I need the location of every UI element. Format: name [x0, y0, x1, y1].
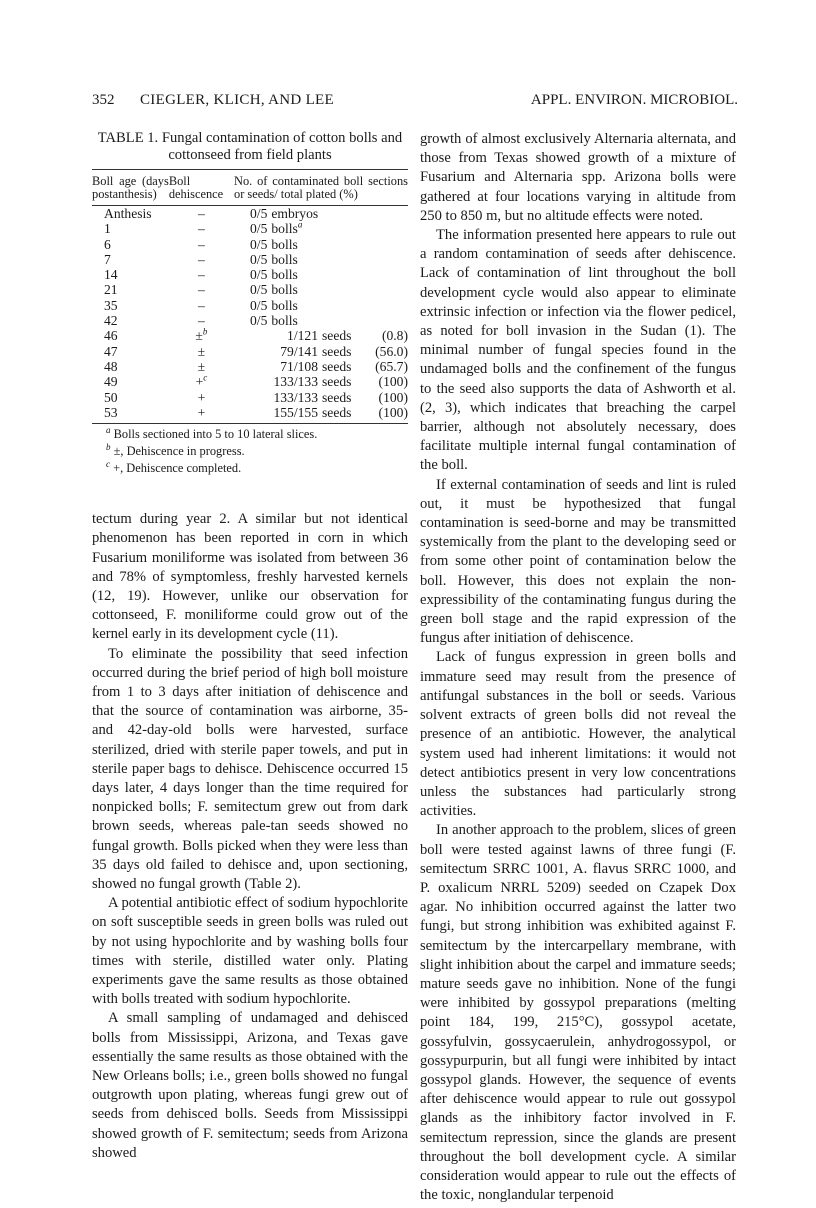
paragraph: If external contamination of seeds and lint is ruled out, it must be hypothesized that fungal contamination is seed-borne and may be transmitted systemically from the plant to the developing seed or from some other point of contamination below the boll. However, this does not explain the non-expressibility of the contaminating fungus during the green boll stage and the rapid expression of the fungus after initiation of dehiscence. [420, 476, 736, 647]
table-row [92, 221, 408, 236]
table-row [92, 344, 408, 359]
cell-contamination: 0/5 bolls [250, 297, 298, 313]
footnote-mark: c [203, 372, 208, 383]
cell-boll-age: 48 [104, 358, 118, 374]
cell-contamination: 71/108 seeds (65.7) [280, 358, 408, 374]
running-header [92, 92, 738, 114]
paragraph: The information presented here appears to rule out a random contamination of seeds after dehiscence. Lack of contamination of lint throughout the boll development cycle would also appear to eliminate extrinsic infection or infection via the flower pedicel, as noted for boll invasion in the Sudan (1). The minimal number of fungal species found in the undamaged bolls and the confinement of the fungus to the seed also supports the data of Ashworth et al. (2, 3), which indicates that breaching the carpel barrier, although not absolutely necessary, does facilitate multiple internal fungal contamination of the boll. [420, 227, 736, 474]
paragraph: To eliminate the possibility that seed infection occurred during the brief period of high boll moisture from 1 to 3 days after initiation of dehiscence and that the source of contamination was airborne, 35- and 42-day-old bolls were harvested, surface sterilized, dried with sterile paper towels, and put in sterile paper bags to dehisce. Dehiscence occurred 15 days later, 4 days longer than the time required for nonpicked bolls; F. semitectum grew out from dark brown seeds, whereas pale-tan seeds showed no fungal growth. Bolls picked when they were less than 35 days old failed to dehisce and, upon sectioning, showed no fungal growth (Table 2). [92, 645, 408, 893]
table-row [92, 313, 408, 328]
table-row [92, 206, 408, 222]
col-header-dehiscence: Boll dehiscence [169, 170, 234, 206]
table-row [92, 237, 408, 252]
cell-dehiscence: – [198, 297, 205, 313]
cell-boll-age: 14 [104, 267, 118, 283]
paragraph: In another approach to the problem, slices of green boll were tested against lawns of three fungi (F. semitectum SRRC 1001, A. flavus SRRC 1000, and P. oxalicum NRRL 5209) seeded on Czapek Dox agar. No inhibition occurred against the latter two fungi, but strong inhibition was exhibited against F. semitectum by the intercarpellary membrane, with slight inhibition about the carpel and immature seeds; mature seeds gave no inhibition. None of the fungi were inhibited by gossypol preparations (melting point 184, 199, 215°C), gossypol acetate, gossyfulvin, gossycaerulein, anhydrogossypol, or gossypurpurin, but all fungi were inhibited by intact gossypol glands. However, the sequence of events after dehiscence would appear to rule out gossypol glands as the inhibitory factor involved in F. semitectum repression, since the glands are present throughout the boll development cycle. A similar consideration would appear to rule out the effects of the toxic, nonglandular terpenoid [420, 822, 736, 1204]
paragraph: Lack of fungus expression in green bolls and immature seed may result from the presence of antifungal substances in the boll or seeds. Various solvent extracts of green bolls did not reveal the presence of an antibiotic. However, the analytical system used had inherent limitations: it would not detect antibiotics present in very low concentrations unless the substances had particularly strong activities. [420, 649, 736, 820]
cell-boll-age: 1 [104, 221, 111, 237]
cell-boll-age: 6 [104, 236, 111, 252]
table-row [92, 328, 408, 343]
cell-dehiscence: – [198, 236, 205, 252]
cell-boll-age: 49 [104, 374, 118, 390]
cell-dehiscence: + [197, 389, 206, 405]
table-body [92, 206, 408, 424]
table-row [92, 390, 408, 405]
cell-boll-age: 7 [104, 251, 111, 267]
table-footnote: $^c$ +, Dehiscence completed. [106, 459, 242, 476]
cell-contamination: 79/141 seeds (56.0) [280, 343, 408, 359]
cell-dehiscence: ± [197, 358, 206, 374]
cell-boll-age: 35 [104, 297, 118, 313]
cell-dehiscence: – [198, 313, 205, 329]
journal-name: APPL. ENVIRON. MICROBIOL. [530, 92, 738, 108]
cell-boll-age: 53 [92, 405, 169, 424]
cell-dehiscence: ±$^b$ [195, 326, 208, 344]
table-footnote: $^a$ Bolls sectioned into 5 to 10 lateral slices. [106, 425, 318, 442]
cell-contamination: 0/5 bolls [250, 267, 298, 283]
table-row [92, 359, 408, 374]
cell-contamination: 0/5 bolls [250, 282, 298, 298]
paragraph: A potential antibiotic effect of sodium hypochlorite on soft susceptible seeds in green bolls was ruled out by not using hypochlorite and by washing bolls four times with sterile, distilled water only. Plating experiments gave the same results as those obtained with bolls treated with sodium hypochlorite. [92, 895, 408, 1008]
table-1 [92, 169, 408, 424]
table-row [92, 298, 408, 313]
cell-dehiscence: + [169, 405, 234, 424]
cell-boll-age: 47 [104, 343, 118, 359]
table-row [92, 252, 408, 267]
cell-boll-age: 50 [104, 389, 118, 405]
footnote-mark: a [297, 219, 303, 230]
left-column [92, 130, 408, 1163]
cell-dehiscence: – [198, 206, 205, 221]
cell-contamination: 0/5 bolls [250, 251, 298, 267]
cell-contamination: 0/5 embryos [250, 206, 319, 221]
cell-dehiscence: – [198, 267, 205, 283]
cell-dehiscence: – [198, 251, 205, 267]
cell-boll-age: 42 [104, 313, 118, 329]
table-row [92, 282, 408, 297]
col-header-boll-age: Boll age (days postanthesis) [92, 170, 169, 206]
table-row [92, 374, 408, 389]
cell-contamination: 0/5 bolls [250, 236, 298, 252]
cell-contamination: 0/5 bolls [250, 313, 298, 329]
cell-boll-age: 21 [104, 282, 118, 298]
cell-boll-age: 46 [104, 328, 118, 344]
page-number: 352 [92, 92, 115, 108]
footnote-mark: b [202, 326, 208, 337]
cell-contamination: 1/121 seeds (0.8) [287, 328, 408, 344]
cell-dehiscence: ± [197, 343, 206, 359]
running-authors: CIEGLER, KLICH, AND LEE [140, 92, 334, 108]
table-row [92, 267, 408, 282]
table-footnotes [92, 427, 408, 476]
table-caption: TABLE 1. Fungal contamination of cotton bolls and cottonseed from field plants [97, 130, 403, 163]
paragraph: tectum during year 2. A similar but not identical phenomenon has been reported in corn in which Fusarium moniliforme was isolated from between 36 and 78% of symptomless, freshly harvested kernels (12, 19). However, unlike our observation for cottonseed, F. moniliforme could grow out of the kernel early in its development cycle (11). [92, 511, 408, 643]
col-header-contaminated: No. of contaminated boll sections or seeds/ total plated (%) [234, 170, 408, 206]
cell-dehiscence: +$^c$ [195, 372, 208, 390]
cell-boll-age: Anthesis [104, 206, 152, 221]
cell-contamination: 133/133 seeds (100) [273, 374, 408, 390]
cell-dehiscence: – [198, 221, 205, 237]
paragraph: A small sampling of undamaged and dehisced bolls from Mississippi, Arizona, and Texas gave essentially the same results as those obtained with the New Orleans bolls; i.e., green bolls showed no fungal outgrowth upon plating, whereas fungi grew out of seeds from dehisced bolls. Seeds from Mississippi showed growth of F. semitectum; seeds from Arizona showed [92, 1010, 408, 1161]
table-row [92, 405, 408, 424]
paragraph: growth of almost exclusively Alternaria alternata, and those from Texas showed growth of a mixture of Fusarium and Alternaria spp. Arizona bolls were gathered at four locations varying in altitude from 250 to 850 m, but no altitude effects were noted. [420, 131, 736, 224]
cell-dehiscence: – [198, 282, 205, 298]
cell-contamination: 133/133 seeds (100) [273, 389, 408, 405]
cell-contamination: 0/5 bolls$^a$ [250, 219, 303, 237]
right-column [420, 130, 736, 1205]
table-footnote: $^b$ ±, Dehiscence in progress. [106, 442, 245, 459]
cell-contamination: 155/155 seeds (100) [234, 405, 408, 424]
